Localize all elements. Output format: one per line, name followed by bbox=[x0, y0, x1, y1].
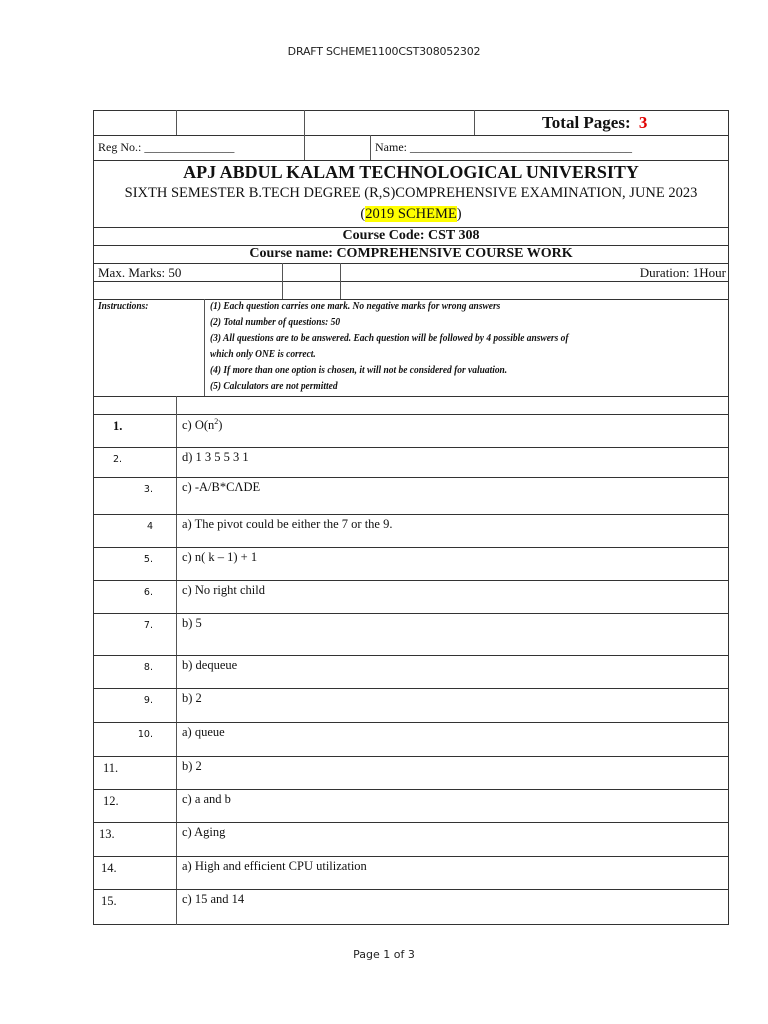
row-divider bbox=[93, 688, 729, 689]
answer-text bbox=[182, 691, 202, 706]
question-number: 8. bbox=[143, 662, 153, 673]
question-number: 1. bbox=[113, 419, 123, 433]
answer-text bbox=[182, 450, 249, 465]
answer-text bbox=[182, 550, 257, 565]
answer-text bbox=[182, 892, 244, 907]
duration: Duration: 1Hour bbox=[639, 265, 726, 280]
row-divider bbox=[93, 580, 729, 581]
question-number: 15. bbox=[101, 894, 117, 908]
question-number: 10. bbox=[137, 729, 153, 740]
paren-close: ) bbox=[456, 206, 462, 222]
total-pages bbox=[542, 113, 647, 133]
question-number: 14. bbox=[101, 861, 117, 875]
question-number: 2. bbox=[113, 454, 123, 465]
answer-option: b) 2 bbox=[182, 759, 202, 773]
answer-option: b) dequeue bbox=[182, 658, 238, 672]
answer-text bbox=[182, 759, 202, 774]
answer-text bbox=[182, 725, 225, 740]
question-number: 3. bbox=[143, 484, 153, 495]
course-name: Course name: COMPREHENSIVE COURSE WORK bbox=[249, 246, 573, 261]
answer-option: a) High and efficient CPU utilization bbox=[182, 859, 367, 873]
question-number: 11. bbox=[103, 761, 119, 775]
row-divider bbox=[93, 822, 729, 823]
row-divider bbox=[93, 722, 729, 723]
answer-text bbox=[182, 616, 202, 631]
answer-option: c) Aging bbox=[182, 825, 226, 839]
row-divider bbox=[93, 514, 729, 515]
answer-text bbox=[182, 859, 367, 874]
answer-option: c) n( k – 1) + 1 bbox=[182, 550, 258, 564]
instruction-item: (3) All questions are to be answered. Each question will be followed by 4 possible answers of bbox=[210, 333, 569, 344]
university-title: APJ ABDUL KALAM TECHNOLOGICAL UNIVERSITY bbox=[183, 162, 639, 182]
scheme-line bbox=[93, 206, 729, 223]
instruction-item: (4) If more than one option is chosen, it will not be considered for valuation. bbox=[210, 365, 508, 376]
answer-option: b) 5 bbox=[182, 616, 202, 630]
row-divider bbox=[93, 613, 729, 614]
row-divider bbox=[93, 547, 729, 548]
answer-text bbox=[182, 517, 392, 532]
answer-text bbox=[182, 825, 225, 840]
row-divider bbox=[93, 655, 729, 656]
row-divider bbox=[93, 756, 729, 757]
exam-title: SIXTH SEMESTER B.TECH DEGREE (R,S)COMPREHENSIVE EXAMINATION, JUNE 2023 bbox=[124, 185, 698, 201]
question-number: 7. bbox=[143, 620, 153, 631]
instruction-item: (5) Calculators are not permitted bbox=[210, 381, 338, 392]
instructions-label: Instructions: bbox=[98, 301, 149, 312]
question-number: 13. bbox=[99, 827, 115, 841]
row-divider bbox=[93, 889, 729, 890]
scheme-highlight: 2019 SCHEME bbox=[365, 206, 457, 222]
instructions-list bbox=[210, 301, 608, 397]
total-pages-label: Total Pages: bbox=[542, 113, 631, 132]
question-number: 12. bbox=[103, 794, 119, 808]
answer-suffix: ) bbox=[218, 418, 223, 433]
answer-option: c) O(n bbox=[182, 418, 215, 433]
instruction-item: (1) Each question carries one mark. No negative marks for wrong answers bbox=[210, 301, 501, 312]
answer-option: c) a and b bbox=[182, 792, 231, 806]
page-footer: Page 1 of 3 bbox=[353, 948, 415, 961]
course-code: Course Code: CST 308 bbox=[342, 228, 480, 243]
question-number: 5. bbox=[143, 554, 153, 565]
question-number: 4 bbox=[146, 521, 153, 532]
answer-option: a) The pivot could be either the 7 or the 9. bbox=[182, 517, 393, 531]
answer-superscript: 2 bbox=[214, 417, 219, 426]
reg-no-field[interactable]: Reg No.: _______________ bbox=[98, 140, 235, 154]
answer-text bbox=[182, 658, 237, 673]
total-pages-value: 3 bbox=[638, 113, 648, 132]
paren-open: ( bbox=[360, 206, 366, 222]
row-divider bbox=[93, 856, 729, 857]
question-number: 6. bbox=[143, 587, 153, 598]
answer-option: c) No right child bbox=[182, 583, 265, 597]
row-divider bbox=[93, 447, 729, 448]
answer-text bbox=[182, 417, 222, 433]
row-divider bbox=[93, 477, 729, 478]
max-marks: Max. Marks: 50 bbox=[98, 265, 182, 280]
question-number: 9. bbox=[143, 695, 153, 706]
row-divider bbox=[93, 789, 729, 790]
instruction-item: which only ONE is correct. bbox=[210, 349, 316, 360]
answer-option: b) 2 bbox=[182, 691, 202, 705]
name-field[interactable]: Name: _____________________________________ bbox=[375, 140, 632, 154]
page-header: DRAFT SCHEME1100CST308052302 bbox=[287, 45, 481, 58]
answer-option: d) 1 3 5 5 3 1 bbox=[182, 450, 249, 464]
answer-option: c) -A/B*CΛDE bbox=[182, 480, 261, 494]
answer-text bbox=[182, 480, 260, 495]
answer-option: c) 15 and 14 bbox=[182, 892, 245, 906]
answer-text bbox=[182, 583, 265, 598]
instruction-item: (2) Total number of questions: 50 bbox=[210, 317, 341, 328]
answer-option: a) queue bbox=[182, 725, 225, 739]
answer-text bbox=[182, 792, 231, 807]
